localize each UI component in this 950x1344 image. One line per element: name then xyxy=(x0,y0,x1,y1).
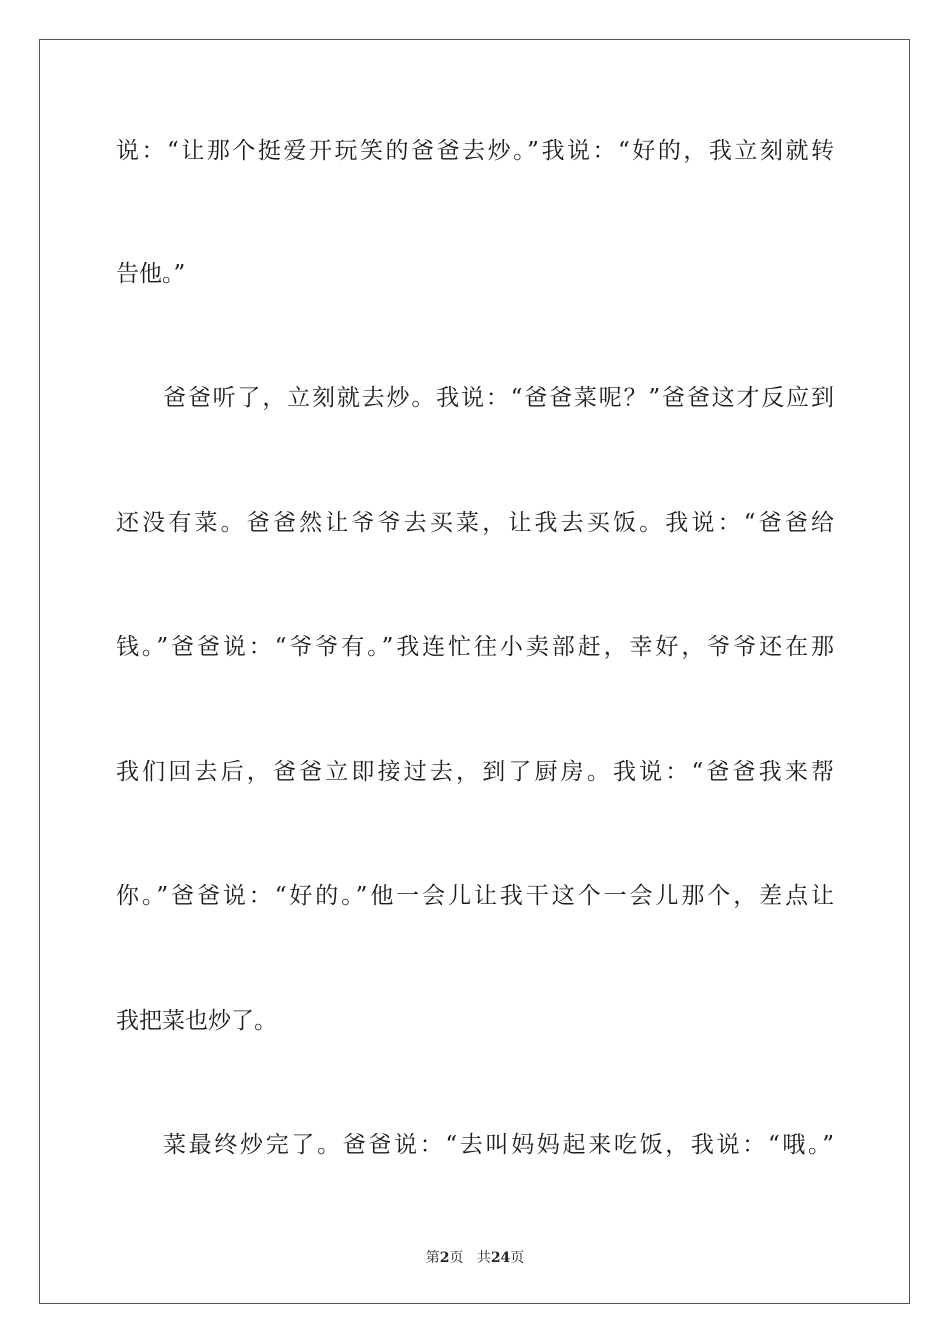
body-line-3: 爸爸听了，立刻就去炒。我说：“爸爸菜呢？”爸爸这才反应到 xyxy=(163,385,834,411)
body-line-2: 告他。” xyxy=(116,261,186,287)
page-footer xyxy=(0,1247,950,1267)
body-line-5: 钱。”爸爸说：“爷爷有。”我连忙往小卖部赶，幸好，爷爷还在那 xyxy=(116,634,834,660)
page-border xyxy=(39,39,910,1304)
page-total-count: 24 xyxy=(490,1250,511,1266)
body-line-8: 我把菜也炒了。 xyxy=(116,1008,277,1034)
body-line-6: 我们回去后，爸爸立即接过去，到了厨房。我说：“爸爸我来帮 xyxy=(116,759,834,785)
page-total-prefix: 共 xyxy=(476,1250,491,1266)
page-total-suffix: 页 xyxy=(510,1250,525,1266)
body-line-4: 还没有菜。爸爸然让爷爷去买菜，让我去买饭。我说：“爸爸给 xyxy=(116,510,834,536)
page-number-prefix: 第 xyxy=(425,1250,440,1266)
body-line-9: 菜最终炒完了。爸爸说：“去叫妈妈起来吃饭，我说：“哦。” xyxy=(163,1132,834,1158)
body-line-1: 说：“让那个挺爱开玩笑的爸爸去炒。”我说：“好的，我立刻就转 xyxy=(116,138,834,164)
body-line-7: 你。”爸爸说：“好的。”他一会儿让我干这个一会儿那个，差点让 xyxy=(116,883,834,909)
page-number-current: 2 xyxy=(439,1250,450,1266)
page-number-suffix: 页 xyxy=(449,1250,464,1266)
